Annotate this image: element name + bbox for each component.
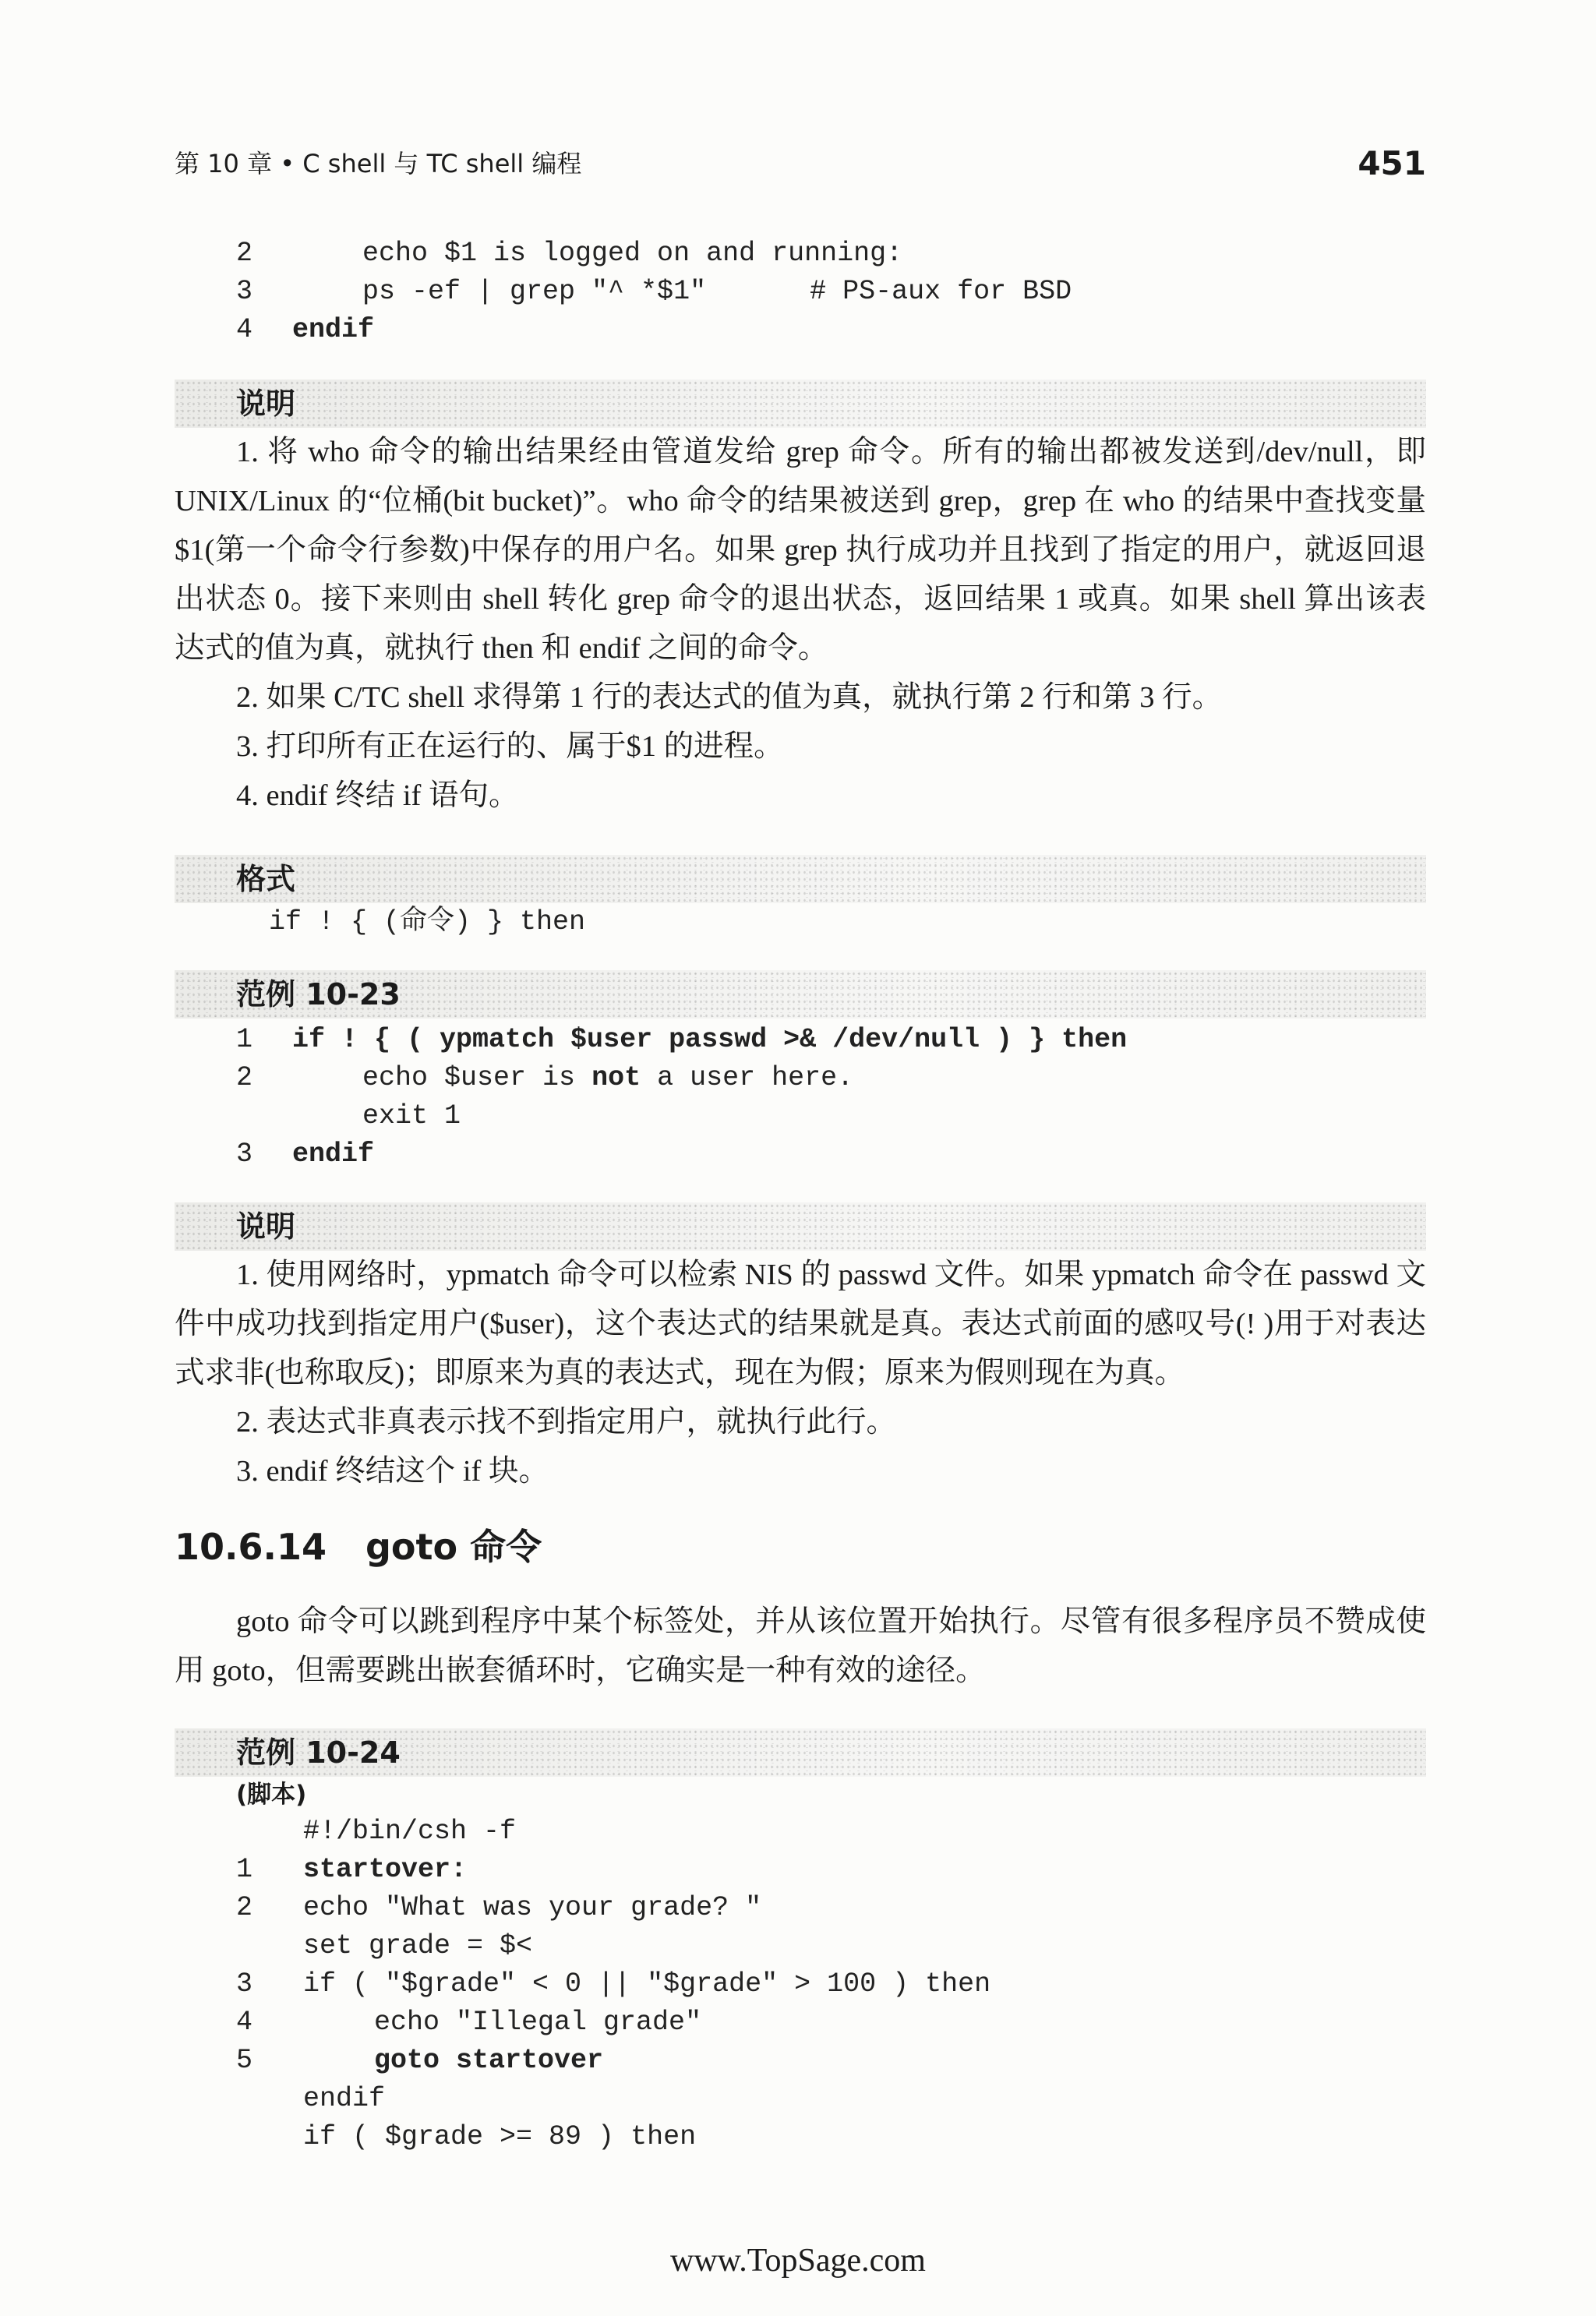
- line-number: 5: [236, 2045, 253, 2076]
- running-header: [175, 145, 1426, 182]
- line-number: 2: [236, 1062, 253, 1093]
- example-10-23-code: [175, 1021, 1426, 1174]
- code-text: if ( "$grade" < 0 || "$grade" > 100 ) then: [303, 1968, 991, 2000]
- chapter-title: 第 10 章 • C shell 与 TC shell 编程: [175, 149, 582, 178]
- code-line: [175, 2042, 1426, 2080]
- code-keyword-bold: not: [591, 1062, 641, 1093]
- code-line: [175, 311, 1426, 349]
- code-text: echo $1 is logged on and running:: [362, 238, 903, 269]
- section-number: 10.6.14: [175, 1526, 327, 1568]
- code-text: endif: [303, 2083, 386, 2114]
- notes-list: [175, 428, 1426, 821]
- code-text: endif: [292, 314, 375, 345]
- code-line: [175, 273, 1426, 311]
- example-heading: 范例 10-23: [175, 970, 1426, 1019]
- code-text: if ( $grade >= 89 ) then: [303, 2121, 697, 2152]
- line-number-gutter: [175, 1813, 303, 1851]
- code-line: [175, 1135, 1426, 1174]
- code-line: [175, 235, 1426, 273]
- code-line: [175, 903, 1426, 941]
- page-number: 451: [1358, 144, 1426, 182]
- section-heading: [175, 1520, 1426, 1574]
- code-label: startover:: [303, 1854, 468, 1885]
- code-goto: goto startover: [374, 2045, 604, 2076]
- code-line: [175, 1813, 1426, 1851]
- format-syntax-block: [175, 903, 1426, 941]
- footer-website: www.TopSage.com: [670, 2243, 926, 2279]
- line-number: 2: [236, 1892, 253, 1923]
- note-item: 4. endif 终结 if 语句。: [236, 779, 519, 812]
- note-item: 3. endif 终结这个 if 块。: [236, 1455, 549, 1488]
- code-line: [175, 1021, 1426, 1059]
- notes-heading: 说明: [175, 380, 1426, 428]
- code-text: echo "What was your grade? ": [303, 1892, 762, 1923]
- line-number: 2: [236, 238, 253, 269]
- code-text: echo "Illegal grade": [374, 2007, 702, 2038]
- line-number: 3: [236, 1968, 253, 2000]
- section-title: goto 命令: [365, 1526, 542, 1568]
- code-block-continued: [175, 235, 1426, 349]
- line-number: 4: [236, 2007, 253, 2038]
- code-line: [175, 1851, 1426, 1889]
- line-number: 1: [236, 1854, 253, 1885]
- notes-list: [175, 1251, 1426, 1496]
- note-item: 1. 将 who 命令的输出结果经由管道发给 grep 命令。所有的输出都被发送到/dev/null，即 UNIX/Linux 的“位桶(bit bucket)”。who 命令的结果被送到 grep，grep 在 who 的结果中查找变量$1(第一个命令行参数)中保存的用户名。如果 grep 执行成功并且找到了指定的用户，就返回退出状态 0。接下来则由 shell 转化 grep 命令的退出状态，返回结果 1 或真。如果 shell 算出该表达式的值为真，就执行 then 和 endif 之间的命令。: [175, 436, 1426, 665]
- code-line: [175, 1889, 1426, 1927]
- example-heading: 范例 10-24: [175, 1728, 1426, 1777]
- example-subheading: (脚本): [236, 1781, 307, 1809]
- notes-heading: 说明: [175, 1202, 1426, 1251]
- code-text: #!/bin/csh -f: [303, 1816, 517, 1847]
- code-text: endif: [292, 1139, 375, 1170]
- line-number: 3: [236, 1139, 253, 1170]
- note-item: 1. 使用网络时，ypmatch 命令可以检索 NIS 的 passwd 文件。如果 ypmatch 命令在 passwd 文件中成功找到指定用户($user)，这个表达式的结果就是真。表达式前面的感叹号(! )用于对表达式求非(也称取反)；即原来为真的表达式，现在为假；原来为假则现在为真。: [175, 1259, 1426, 1389]
- code-text: exit 1: [362, 1100, 461, 1132]
- line-number: 3: [236, 276, 253, 307]
- code-line: [175, 2004, 1426, 2042]
- code-line: [175, 1097, 1426, 1135]
- line-number-gutter: [175, 2080, 303, 2118]
- example-10-24-code: [175, 1813, 1426, 2156]
- line-number: 4: [236, 314, 253, 345]
- section-paragraph: goto 命令可以跳到程序中某个标签处，并从该位置开始执行。尽管有很多程序员不赞成使用 goto，但需要跳出嵌套循环时，它确实是一种有效的途径。: [175, 1605, 1426, 1687]
- code-line: [175, 1059, 1426, 1097]
- note-item: 2. 如果 C/TC shell 求得第 1 行的表达式的值为真，就执行第 2 行和第 3 行。: [236, 681, 1223, 714]
- format-heading: 格式: [175, 855, 1426, 903]
- note-item: 2. 表达式非真表示找不到指定用户，就执行此行。: [236, 1406, 897, 1439]
- code-text: ps -ef | grep "^ *$1": [362, 276, 707, 307]
- code-segment: a user here.: [641, 1062, 854, 1093]
- code-segment: echo $user is: [362, 1062, 592, 1093]
- note-item: 3. 打印所有正在运行的、属于$1 的进程。: [236, 730, 784, 763]
- code-line: [175, 2118, 1426, 2156]
- format-syntax: if ! { (命令) } then: [269, 906, 586, 937]
- line-number-gutter: [175, 1927, 303, 1965]
- line-number-gutter: [175, 2118, 303, 2156]
- code-text: set grade = $<: [303, 1930, 533, 1961]
- code-text: if ! { ( ypmatch $user passwd >& /dev/null ) } then: [292, 1024, 1128, 1055]
- page-body: [175, 235, 1426, 2156]
- line-number: 1: [236, 1024, 253, 1055]
- code-text: [292, 1059, 853, 1097]
- code-line: [175, 2080, 1426, 2118]
- code-comment: # PS-aux for BSD: [810, 276, 1072, 307]
- line-number-gutter: [175, 1097, 292, 1135]
- code-line: [175, 1965, 1426, 2004]
- code-line: [175, 1927, 1426, 1965]
